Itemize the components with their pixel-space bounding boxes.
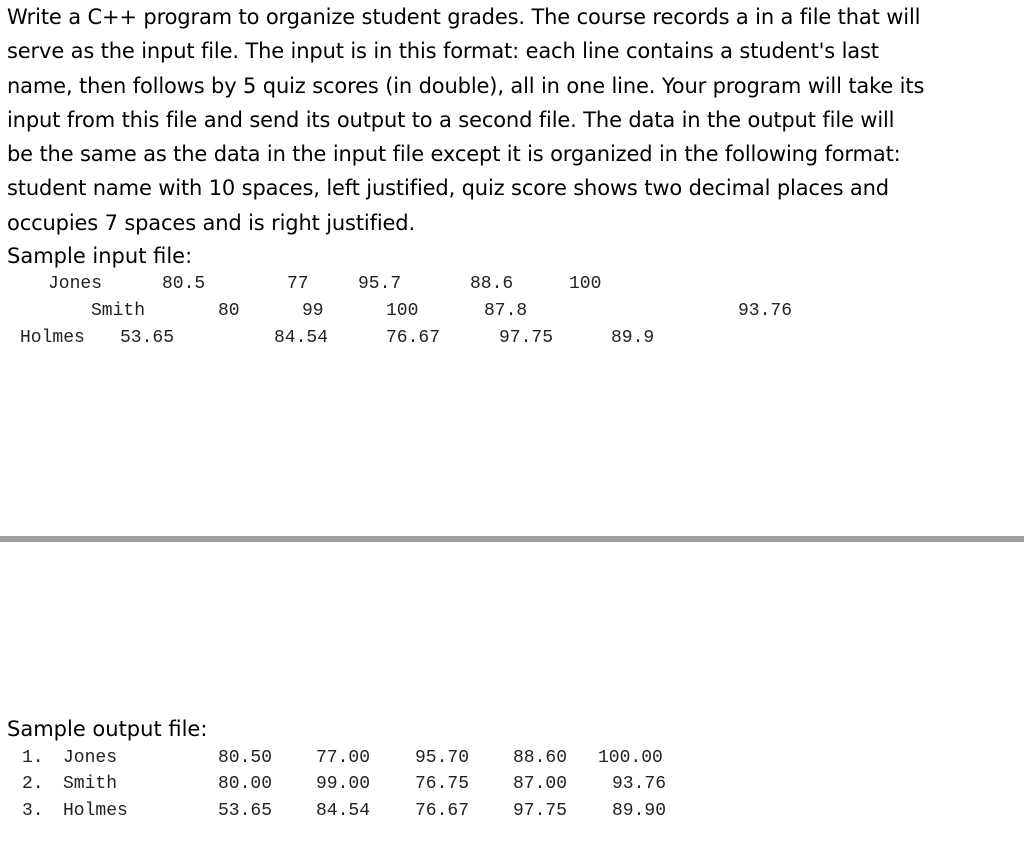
- sample-input-score: 87.8: [484, 301, 528, 321]
- sample-input-score: 84.54: [274, 328, 329, 348]
- sample-input-score: 88.6: [470, 274, 514, 294]
- problem-line: be the same as the data in the input file except it is organized in the following format:: [7, 142, 901, 167]
- sample-input-score: 97.75: [499, 328, 554, 348]
- sample-input-score: 89.9: [611, 328, 655, 348]
- sample-input-score: 100: [386, 301, 419, 321]
- sample-input-name: Holmes: [20, 328, 85, 348]
- sample-output-name: Jones: [63, 748, 118, 768]
- sample-output-score: 93.76: [612, 774, 667, 794]
- sample-input-name: Jones: [48, 274, 103, 294]
- sample-output-name: Smith: [63, 774, 118, 794]
- sample-output-index: 2.: [22, 774, 44, 794]
- sample-input-score: 76.67: [386, 328, 441, 348]
- sample-output-score: 77.00: [316, 748, 371, 768]
- sample-output-index: 1.: [22, 748, 44, 768]
- sample-output-score: 76.67: [415, 801, 470, 821]
- section-divider: [0, 536, 1024, 542]
- sample-output-heading: Sample output file:: [7, 717, 208, 741]
- sample-input-score: 95.7: [358, 274, 402, 294]
- problem-line: occupies 7 spaces and is right justified.: [7, 210, 416, 235]
- sample-output-score: 99.00: [316, 774, 371, 794]
- sample-output-score: 89.90: [612, 801, 667, 821]
- problem-line: serve as the input file. The input is in this format: each line contains a student's last: [7, 39, 879, 64]
- sample-output-score: 88.60: [513, 748, 568, 768]
- problem-line: input from this file and send its output to a second file. The data in the output file will: [7, 107, 895, 132]
- sample-input-score: 80: [218, 301, 240, 321]
- sample-output-score: 80.00: [218, 774, 273, 794]
- sample-output-score: 53.65: [218, 801, 273, 821]
- sample-input-score: 77: [287, 274, 309, 294]
- sample-input-name: Smith: [91, 301, 146, 321]
- sample-output-score: 87.00: [513, 774, 568, 794]
- problem-line: Write a C++ program to organize student grades. The course records a in a file that will: [7, 5, 921, 29]
- sample-output-score: 76.75: [415, 774, 470, 794]
- sample-output-score: 97.75: [513, 801, 568, 821]
- sample-input-heading: Sample input file:: [7, 244, 193, 268]
- sample-output-score: 100.00: [598, 748, 663, 768]
- sample-input-score: 80.5: [162, 274, 206, 294]
- sample-input-score: 53.65: [120, 328, 175, 348]
- sample-output-index: 3.: [22, 801, 44, 821]
- sample-input-score: 99: [302, 301, 324, 321]
- problem-line: name, then follows by 5 quiz scores (in double), all in one line. Your program will take its: [7, 73, 925, 98]
- sample-input-score: 100: [569, 274, 602, 294]
- sample-output-score: 80.50: [218, 748, 273, 768]
- problem-statement: [7, 0, 1019, 240]
- sample-output-score: 95.70: [415, 748, 470, 768]
- sample-output-name: Holmes: [63, 801, 128, 821]
- sample-output-score: 84.54: [316, 801, 371, 821]
- sample-input-score: 93.76: [738, 301, 793, 321]
- problem-line: student name with 10 spaces, left justified, quiz score shows two decimal places and: [7, 176, 889, 201]
